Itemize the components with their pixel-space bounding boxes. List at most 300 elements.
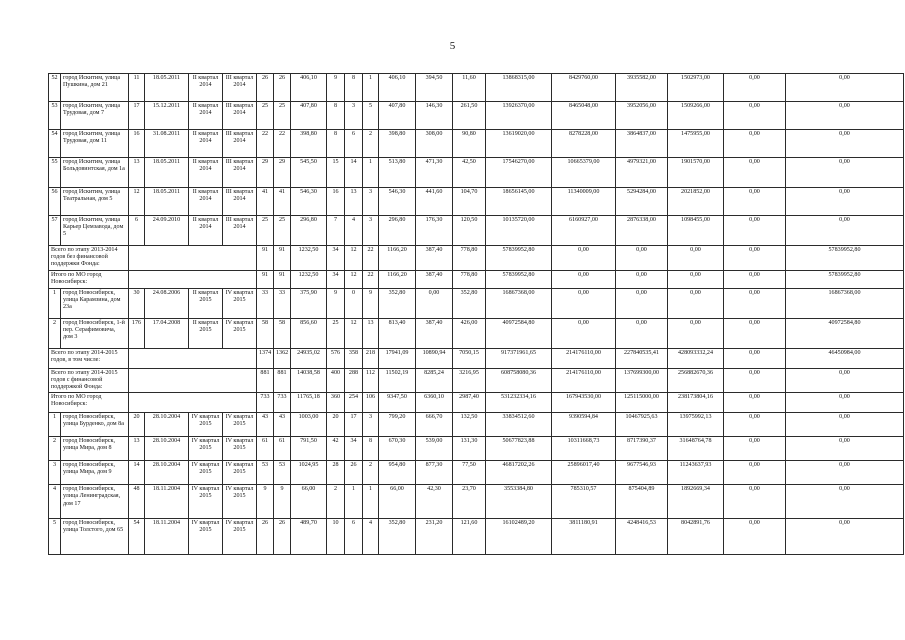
cell-date: 18.11.2004 bbox=[145, 519, 189, 555]
cell-c12: 12 bbox=[345, 246, 363, 271]
cell-addr: город Искитим, улица Больдовинтская, дом 1а bbox=[61, 158, 129, 188]
cell-c14: 406,10 bbox=[379, 74, 416, 102]
cell-c18: 167943530,00 bbox=[552, 393, 616, 413]
cell-label: Всего по этапу 2014-2015 годов с финансовой поддержкой Фонда: bbox=[49, 368, 129, 393]
cell-c22: 0,00 bbox=[786, 485, 904, 519]
cell-c13: 3 bbox=[363, 216, 379, 246]
cell-c18: 8278228,00 bbox=[552, 130, 616, 158]
cell-c20: 1475955,00 bbox=[668, 130, 724, 158]
cell-c14: 296,80 bbox=[379, 216, 416, 246]
cell-c20: 11243637,93 bbox=[668, 461, 724, 485]
cell-c14: 1166,20 bbox=[379, 270, 416, 288]
cell-c19: 875404,89 bbox=[616, 485, 668, 519]
cell-c20: 428093332,24 bbox=[668, 348, 724, 368]
cell-c13: 218 bbox=[363, 348, 379, 368]
cell-addr: город Новосибирск, улица Бурденко, дом 8а bbox=[61, 413, 129, 437]
cell-c15: 176,30 bbox=[416, 216, 453, 246]
cell-c20: 2021852,00 bbox=[668, 188, 724, 216]
table-row bbox=[49, 158, 904, 188]
cell-c16: 104,70 bbox=[453, 188, 486, 216]
cell-c21: 0,00 bbox=[724, 519, 786, 555]
cell-addr: город Искитим, улица Карьер Цемзавода, дом 5 bbox=[61, 216, 129, 246]
cell-c18: 0,00 bbox=[552, 318, 616, 348]
cell-c13: 112 bbox=[363, 368, 379, 393]
cell-c8: 41 bbox=[257, 188, 274, 216]
cell-c9: 22 bbox=[274, 130, 291, 158]
cell-c13: 1 bbox=[363, 158, 379, 188]
cell-c20: 1892669,34 bbox=[668, 485, 724, 519]
register-table bbox=[48, 73, 904, 555]
cell-c12: 6 bbox=[345, 519, 363, 555]
cell-c15: 8285,24 bbox=[416, 368, 453, 393]
cell-c8: 91 bbox=[257, 246, 274, 271]
summary-row bbox=[49, 270, 904, 288]
cell-c18: 9390594,84 bbox=[552, 413, 616, 437]
table-row bbox=[49, 413, 904, 437]
cell-q_fact: IV квартал 2015 bbox=[223, 288, 257, 318]
cell-c20: 256882670,36 bbox=[668, 368, 724, 393]
cell-c18: 10665379,00 bbox=[552, 158, 616, 188]
cell-c9: 33 bbox=[274, 288, 291, 318]
cell-c9: 881 bbox=[274, 368, 291, 393]
cell-q_plan: IV квартал 2015 bbox=[189, 485, 223, 519]
cell-q_fact: IV квартал 2015 bbox=[223, 519, 257, 555]
cell-c11: 20 bbox=[327, 413, 345, 437]
cell-c21: 0,00 bbox=[724, 413, 786, 437]
cell-c21: 0,00 bbox=[724, 188, 786, 216]
cell-year: 13 bbox=[129, 437, 145, 461]
cell-c10: 1024,95 bbox=[291, 461, 327, 485]
cell-c16: 778,80 bbox=[453, 246, 486, 271]
cell-no: 52 bbox=[49, 74, 61, 102]
cell-c8: 61 bbox=[257, 437, 274, 461]
cell-c11: 9 bbox=[327, 74, 345, 102]
cell-c22: 16867368,00 bbox=[786, 288, 904, 318]
cell-no: 2 bbox=[49, 437, 61, 461]
cell-c17: 50677823,88 bbox=[486, 437, 552, 461]
cell-addr: город Новосибирск, улица Мира, дом 9 bbox=[61, 461, 129, 485]
cell-c22: 0,00 bbox=[786, 461, 904, 485]
cell-c9: 29 bbox=[274, 158, 291, 188]
table-row bbox=[49, 216, 904, 246]
cell-c16: 778,80 bbox=[453, 270, 486, 288]
cell-no: 2 bbox=[49, 318, 61, 348]
cell-c16: 2987,40 bbox=[453, 393, 486, 413]
cell-c11: 15 bbox=[327, 158, 345, 188]
cell-c8: 29 bbox=[257, 158, 274, 188]
cell-c18: 785310,57 bbox=[552, 485, 616, 519]
cell-c12: 358 bbox=[345, 348, 363, 368]
cell-c8: 22 bbox=[257, 130, 274, 158]
cell-c15: 231,20 bbox=[416, 519, 453, 555]
table-row bbox=[49, 74, 904, 102]
cell-date: 24.08.2006 bbox=[145, 288, 189, 318]
cell-c10: 1232,50 bbox=[291, 270, 327, 288]
cell-year: 176 bbox=[129, 318, 145, 348]
cell-c21: 0,00 bbox=[724, 246, 786, 271]
cell-c9: 25 bbox=[274, 102, 291, 130]
cell-c12: 17 bbox=[345, 413, 363, 437]
cell-addr: город Искитим, улица Трудовая, дом 11 bbox=[61, 130, 129, 158]
cell-q_plan: IV квартал 2015 bbox=[189, 413, 223, 437]
cell-c21: 0,00 bbox=[724, 393, 786, 413]
cell-c21: 0,00 bbox=[724, 158, 786, 188]
cell-c16: 132,50 bbox=[453, 413, 486, 437]
cell-c10: 14038,58 bbox=[291, 368, 327, 393]
cell-c14: 1166,20 bbox=[379, 246, 416, 271]
cell-c22: 46450984,00 bbox=[786, 348, 904, 368]
cell-c9: 53 bbox=[274, 461, 291, 485]
cell-c11: 28 bbox=[327, 461, 345, 485]
cell-c22: 0,00 bbox=[786, 393, 904, 413]
cell-c10: 489,70 bbox=[291, 519, 327, 555]
cell-c14: 954,80 bbox=[379, 461, 416, 485]
cell-c11: 7 bbox=[327, 216, 345, 246]
cell-c18: 0,00 bbox=[552, 288, 616, 318]
cell-c17: 13619020,00 bbox=[486, 130, 552, 158]
cell-c12: 1 bbox=[345, 485, 363, 519]
cell-c22: 0,00 bbox=[786, 188, 904, 216]
cell-q_fact: IV квартал 2015 bbox=[223, 461, 257, 485]
cell-q_plan: II квартал 2014 bbox=[189, 216, 223, 246]
cell-c21: 0,00 bbox=[724, 348, 786, 368]
cell-c19: 0,00 bbox=[616, 288, 668, 318]
cell-c14: 407,80 bbox=[379, 102, 416, 130]
empty-cell bbox=[129, 246, 257, 271]
cell-c11: 16 bbox=[327, 188, 345, 216]
cell-c19: 4979321,00 bbox=[616, 158, 668, 188]
cell-c8: 53 bbox=[257, 461, 274, 485]
cell-c17: 57839952,80 bbox=[486, 246, 552, 271]
cell-q_fact: III квартал 2014 bbox=[223, 216, 257, 246]
cell-c19: 0,00 bbox=[616, 246, 668, 271]
cell-c22: 0,00 bbox=[786, 413, 904, 437]
cell-c12: 3 bbox=[345, 102, 363, 130]
cell-q_fact: IV квартал 2015 bbox=[223, 437, 257, 461]
cell-c16: 261,50 bbox=[453, 102, 486, 130]
cell-q_fact: IV квартал 2015 bbox=[223, 318, 257, 348]
cell-c20: 8042891,76 bbox=[668, 519, 724, 555]
cell-c15: 146,30 bbox=[416, 102, 453, 130]
cell-c13: 3 bbox=[363, 413, 379, 437]
cell-no: 57 bbox=[49, 216, 61, 246]
cell-c17: 46817202,26 bbox=[486, 461, 552, 485]
cell-c17: 608758080,36 bbox=[486, 368, 552, 393]
cell-c11: 10 bbox=[327, 519, 345, 555]
cell-c20: 1509266,00 bbox=[668, 102, 724, 130]
cell-c13: 22 bbox=[363, 270, 379, 288]
cell-c22: 0,00 bbox=[786, 102, 904, 130]
cell-date: 28.10.2004 bbox=[145, 437, 189, 461]
cell-c20: 31648764,78 bbox=[668, 437, 724, 461]
cell-c15: 539,00 bbox=[416, 437, 453, 461]
cell-c16: 3216,95 bbox=[453, 368, 486, 393]
cell-c20: 0,00 bbox=[668, 270, 724, 288]
cell-c20: 1502973,00 bbox=[668, 74, 724, 102]
cell-c11: 2 bbox=[327, 485, 345, 519]
table-body bbox=[49, 74, 904, 555]
cell-c22: 57839952,80 bbox=[786, 270, 904, 288]
cell-q_plan: II квартал 2014 bbox=[189, 74, 223, 102]
cell-q_fact: III квартал 2014 bbox=[223, 188, 257, 216]
cell-c11: 360 bbox=[327, 393, 345, 413]
cell-c22: 0,00 bbox=[786, 437, 904, 461]
cell-c19: 8717390,37 bbox=[616, 437, 668, 461]
cell-c16: 426,00 bbox=[453, 318, 486, 348]
cell-c21: 0,00 bbox=[724, 437, 786, 461]
cell-year: 30 bbox=[129, 288, 145, 318]
cell-c15: 0,00 bbox=[416, 288, 453, 318]
cell-c12: 26 bbox=[345, 461, 363, 485]
cell-c21: 0,00 bbox=[724, 368, 786, 393]
cell-addr: город Новосибирск, 1-й пер. Серафимовича, дом 3 bbox=[61, 318, 129, 348]
cell-c13: 8 bbox=[363, 437, 379, 461]
cell-c19: 3952056,00 bbox=[616, 102, 668, 130]
cell-c18: 8429760,00 bbox=[552, 74, 616, 102]
page-number: 5 bbox=[449, 40, 456, 52]
cell-q_fact: III квартал 2014 bbox=[223, 74, 257, 102]
cell-c15: 308,00 bbox=[416, 130, 453, 158]
cell-date: 18.05.2011 bbox=[145, 74, 189, 102]
cell-c10: 11765,18 bbox=[291, 393, 327, 413]
cell-year: 17 bbox=[129, 102, 145, 130]
cell-no: 1 bbox=[49, 288, 61, 318]
cell-c19: 125115000,00 bbox=[616, 393, 668, 413]
resettlement-program-table bbox=[48, 73, 904, 555]
cell-c9: 91 bbox=[274, 270, 291, 288]
cell-c17: 13926370,00 bbox=[486, 102, 552, 130]
cell-c14: 813,40 bbox=[379, 318, 416, 348]
cell-c14: 546,30 bbox=[379, 188, 416, 216]
cell-addr: город Искитим, улица Пушкина, дом 21 bbox=[61, 74, 129, 102]
cell-c12: 8 bbox=[345, 74, 363, 102]
cell-c17: 33834512,60 bbox=[486, 413, 552, 437]
cell-c15: 10890,94 bbox=[416, 348, 453, 368]
cell-c8: 33 bbox=[257, 288, 274, 318]
cell-c11: 42 bbox=[327, 437, 345, 461]
cell-addr: город Искитим, улица Трудовая, дом 7 bbox=[61, 102, 129, 130]
cell-q_plan: II квартал 2014 bbox=[189, 102, 223, 130]
cell-c19: 4248416,53 bbox=[616, 519, 668, 555]
cell-c20: 13975992,13 bbox=[668, 413, 724, 437]
cell-c14: 352,80 bbox=[379, 288, 416, 318]
cell-q_plan: II квартал 2014 bbox=[189, 130, 223, 158]
empty-cell bbox=[129, 368, 257, 393]
cell-c22: 40972584,80 bbox=[786, 318, 904, 348]
cell-c8: 58 bbox=[257, 318, 274, 348]
cell-c10: 856,60 bbox=[291, 318, 327, 348]
cell-c17: 531232334,16 bbox=[486, 393, 552, 413]
cell-addr: город Новосибирск, улица Мира, дом 8 bbox=[61, 437, 129, 461]
cell-q_fact: III квартал 2014 bbox=[223, 130, 257, 158]
cell-date: 18.05.2011 bbox=[145, 158, 189, 188]
cell-c15: 877,30 bbox=[416, 461, 453, 485]
cell-no: 3 bbox=[49, 461, 61, 485]
cell-c17: 917371961,65 bbox=[486, 348, 552, 368]
table-row bbox=[49, 437, 904, 461]
cell-c21: 0,00 bbox=[724, 288, 786, 318]
table-row bbox=[49, 102, 904, 130]
cell-c9: 25 bbox=[274, 216, 291, 246]
cell-c22: 0,00 bbox=[786, 158, 904, 188]
cell-c15: 471,30 bbox=[416, 158, 453, 188]
summary-row bbox=[49, 368, 904, 393]
cell-c12: 288 bbox=[345, 368, 363, 393]
cell-c10: 546,30 bbox=[291, 188, 327, 216]
cell-no: 53 bbox=[49, 102, 61, 130]
cell-c18: 8465048,00 bbox=[552, 102, 616, 130]
cell-no: 1 bbox=[49, 413, 61, 437]
cell-c15: 666,70 bbox=[416, 413, 453, 437]
cell-c12: 254 bbox=[345, 393, 363, 413]
cell-c18: 0,00 bbox=[552, 246, 616, 271]
cell-no: 54 bbox=[49, 130, 61, 158]
cell-c15: 6360,10 bbox=[416, 393, 453, 413]
cell-c11: 25 bbox=[327, 318, 345, 348]
cell-q_plan: IV квартал 2015 bbox=[189, 437, 223, 461]
cell-c20: 0,00 bbox=[668, 288, 724, 318]
cell-c8: 1374 bbox=[257, 348, 274, 368]
cell-c15: 387,40 bbox=[416, 270, 453, 288]
cell-c18: 0,00 bbox=[552, 270, 616, 288]
cell-c16: 121,60 bbox=[453, 519, 486, 555]
cell-c10: 296,80 bbox=[291, 216, 327, 246]
cell-label: Итого по МО город Новосибирск: bbox=[49, 393, 129, 413]
cell-c11: 400 bbox=[327, 368, 345, 393]
cell-q_fact: IV квартал 2015 bbox=[223, 413, 257, 437]
cell-addr: город Новосибирск, улица Карамзина, дом 23а bbox=[61, 288, 129, 318]
cell-addr: город Искитим, улица Театральная, дом 5 bbox=[61, 188, 129, 216]
cell-c16: 352,80 bbox=[453, 288, 486, 318]
cell-c19: 10467925,63 bbox=[616, 413, 668, 437]
cell-c12: 12 bbox=[345, 318, 363, 348]
summary-row bbox=[49, 246, 904, 271]
summary-row bbox=[49, 348, 904, 368]
cell-c21: 0,00 bbox=[724, 130, 786, 158]
cell-c16: 131,30 bbox=[453, 437, 486, 461]
cell-c21: 0,00 bbox=[724, 74, 786, 102]
cell-c14: 17941,09 bbox=[379, 348, 416, 368]
cell-c10: 791,50 bbox=[291, 437, 327, 461]
cell-c19: 0,00 bbox=[616, 270, 668, 288]
cell-date: 24.09.2010 bbox=[145, 216, 189, 246]
summary-row bbox=[49, 393, 904, 413]
cell-c11: 9 bbox=[327, 288, 345, 318]
cell-c16: 23,70 bbox=[453, 485, 486, 519]
cell-q_plan: IV квартал 2015 bbox=[189, 461, 223, 485]
cell-c11: 576 bbox=[327, 348, 345, 368]
table-row bbox=[49, 318, 904, 348]
cell-c13: 3 bbox=[363, 188, 379, 216]
cell-c21: 0,00 bbox=[724, 270, 786, 288]
cell-c10: 24935,02 bbox=[291, 348, 327, 368]
cell-c19: 5294284,00 bbox=[616, 188, 668, 216]
cell-c12: 34 bbox=[345, 437, 363, 461]
cell-c19: 3935582,00 bbox=[616, 74, 668, 102]
cell-label: Итого по МО город Новосибирск: bbox=[49, 270, 129, 288]
cell-c9: 9 bbox=[274, 485, 291, 519]
cell-label: Всего по этапу 2014-2015 годов, в том числе: bbox=[49, 348, 129, 368]
cell-c14: 66,00 bbox=[379, 485, 416, 519]
cell-c13: 13 bbox=[363, 318, 379, 348]
cell-c22: 0,00 bbox=[786, 216, 904, 246]
cell-c22: 57839952,80 bbox=[786, 246, 904, 271]
cell-c9: 26 bbox=[274, 519, 291, 555]
cell-c9: 1362 bbox=[274, 348, 291, 368]
cell-year: 6 bbox=[129, 216, 145, 246]
cell-c16: 120,50 bbox=[453, 216, 486, 246]
cell-c19: 2876338,00 bbox=[616, 216, 668, 246]
cell-q_plan: II квартал 2015 bbox=[189, 318, 223, 348]
cell-c14: 9347,50 bbox=[379, 393, 416, 413]
cell-addr: город Новосибирск, улица Толстого, дом 65 bbox=[61, 519, 129, 555]
cell-date: 28.10.2004 bbox=[145, 461, 189, 485]
cell-c20: 1901570,00 bbox=[668, 158, 724, 188]
cell-date: 18.11.2004 bbox=[145, 485, 189, 519]
cell-c15: 394,50 bbox=[416, 74, 453, 102]
cell-c13: 9 bbox=[363, 288, 379, 318]
cell-c17: 16102489,20 bbox=[486, 519, 552, 555]
cell-c12: 0 bbox=[345, 288, 363, 318]
cell-c11: 34 bbox=[327, 246, 345, 271]
cell-c19: 0,00 bbox=[616, 318, 668, 348]
cell-no: 56 bbox=[49, 188, 61, 216]
cell-year: 13 bbox=[129, 158, 145, 188]
cell-c22: 0,00 bbox=[786, 519, 904, 555]
cell-c19: 137699300,00 bbox=[616, 368, 668, 393]
cell-c15: 387,40 bbox=[416, 318, 453, 348]
cell-year: 54 bbox=[129, 519, 145, 555]
cell-date: 18.05.2011 bbox=[145, 188, 189, 216]
cell-c21: 0,00 bbox=[724, 485, 786, 519]
cell-c18: 25896017,40 bbox=[552, 461, 616, 485]
table-row bbox=[49, 485, 904, 519]
cell-c17: 40972584,80 bbox=[486, 318, 552, 348]
table-row bbox=[49, 130, 904, 158]
cell-c14: 513,80 bbox=[379, 158, 416, 188]
cell-year: 14 bbox=[129, 461, 145, 485]
cell-c17: 3553384,80 bbox=[486, 485, 552, 519]
cell-no: 4 bbox=[49, 485, 61, 519]
empty-cell bbox=[129, 270, 257, 288]
cell-date: 15.12.2011 bbox=[145, 102, 189, 130]
cell-c13: 1 bbox=[363, 74, 379, 102]
cell-no: 5 bbox=[49, 519, 61, 555]
cell-q_fact: IV квартал 2015 bbox=[223, 485, 257, 519]
cell-c18: 3811180,91 bbox=[552, 519, 616, 555]
cell-c11: 8 bbox=[327, 102, 345, 130]
cell-c21: 0,00 bbox=[724, 461, 786, 485]
cell-c19: 9677546,93 bbox=[616, 461, 668, 485]
cell-c20: 0,00 bbox=[668, 318, 724, 348]
cell-c13: 106 bbox=[363, 393, 379, 413]
cell-c16: 77,50 bbox=[453, 461, 486, 485]
cell-c21: 0,00 bbox=[724, 216, 786, 246]
cell-c22: 0,00 bbox=[786, 368, 904, 393]
cell-date: 31.08.2011 bbox=[145, 130, 189, 158]
cell-c13: 22 bbox=[363, 246, 379, 271]
cell-c20: 0,00 bbox=[668, 246, 724, 271]
cell-c13: 4 bbox=[363, 519, 379, 555]
cell-c17: 17546270,00 bbox=[486, 158, 552, 188]
cell-year: 16 bbox=[129, 130, 145, 158]
cell-c10: 545,50 bbox=[291, 158, 327, 188]
empty-cell bbox=[129, 393, 257, 413]
cell-c9: 91 bbox=[274, 246, 291, 271]
cell-c10: 407,80 bbox=[291, 102, 327, 130]
cell-no: 55 bbox=[49, 158, 61, 188]
cell-c16: 90,80 bbox=[453, 130, 486, 158]
